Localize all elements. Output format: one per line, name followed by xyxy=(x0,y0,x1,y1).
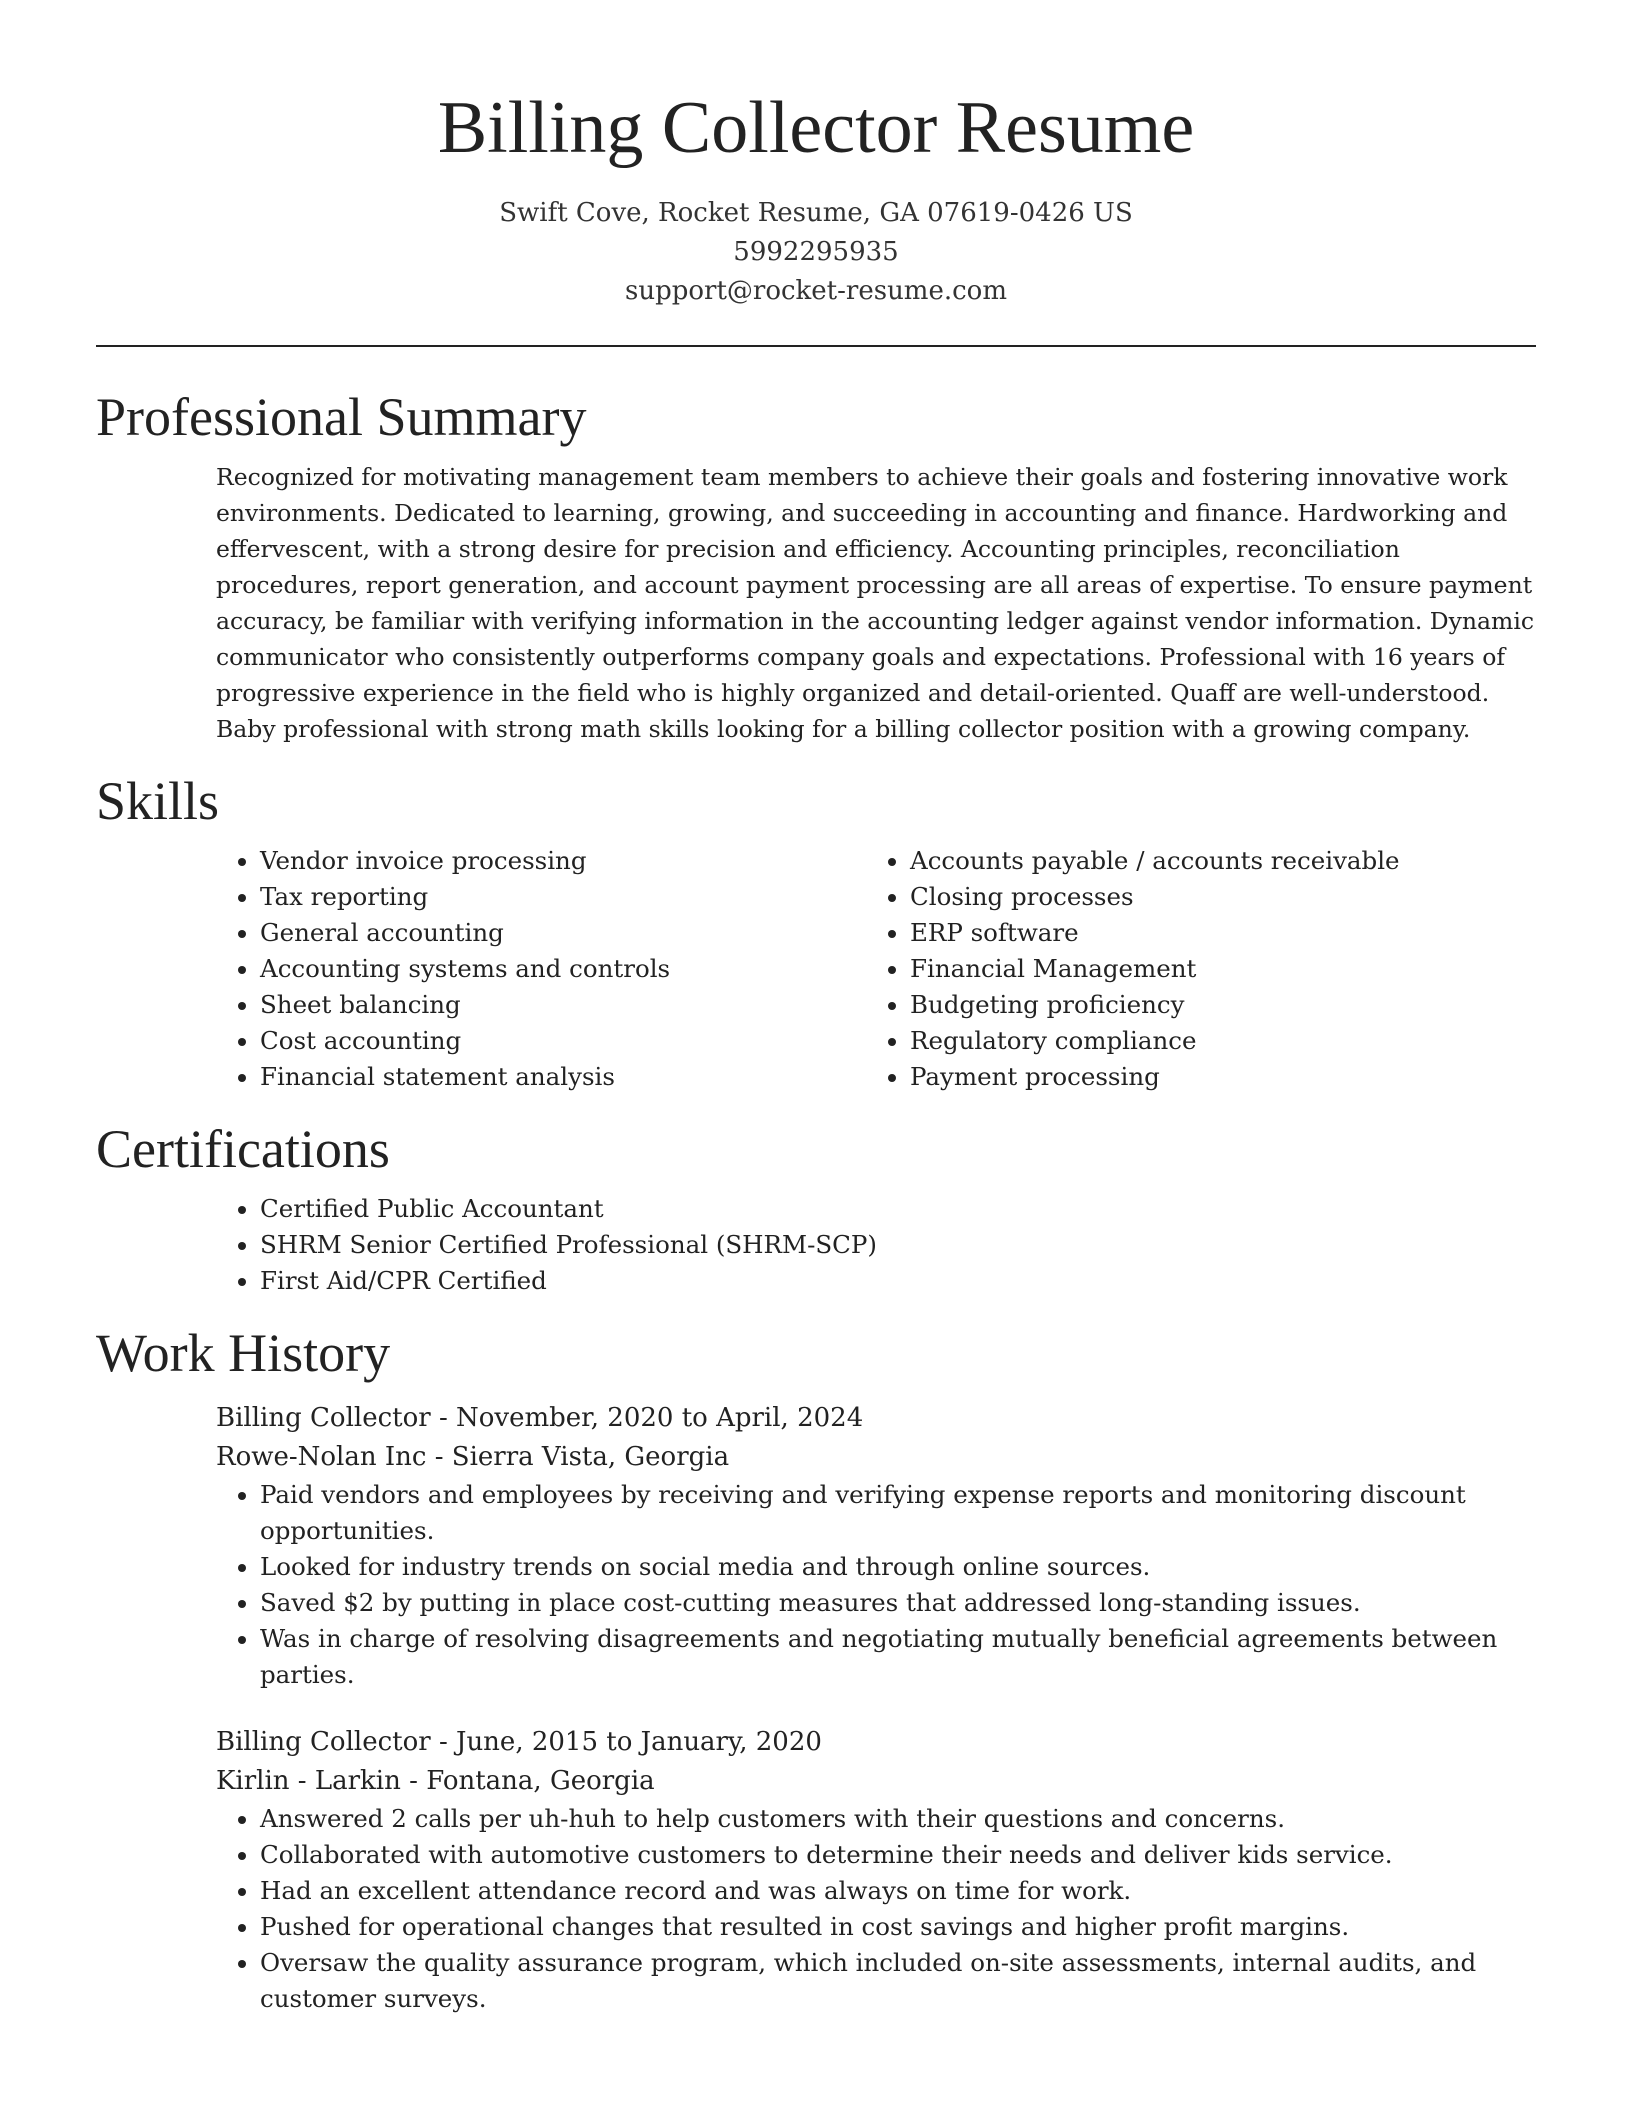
job-separator: - xyxy=(409,1766,427,1796)
skill-item: • Financial statement analysis xyxy=(260,1059,866,1095)
skill-item: • Accounting systems and controls xyxy=(260,951,866,987)
job-title-line xyxy=(216,1399,1536,1438)
skill-item: • Accounts payable / accounts receivable xyxy=(910,843,1516,879)
job-entry xyxy=(216,1399,1536,1693)
contact-email: support@rocket-resume.com xyxy=(624,276,1007,306)
job-location: Fontana, Georgia xyxy=(426,1766,655,1796)
job-title: Billing Collector xyxy=(216,1727,431,1757)
skill-item: • Sheet balancing xyxy=(260,987,866,1023)
job-bullet: • Answered 2 calls per uh-huh to help customers with their questions and concerns. xyxy=(260,1801,1536,1837)
job-entry xyxy=(216,1723,1536,2017)
job-company: Kirlin - Larkin xyxy=(216,1766,401,1796)
job-title: Billing Collector xyxy=(216,1403,431,1433)
skills-left-column xyxy=(216,843,866,1095)
job-bullet: • Pushed for operational changes that resulted in cost savings and higher profit margins. xyxy=(260,1909,1536,1945)
job-company: Rowe-Nolan Inc xyxy=(216,1442,427,1472)
job-dates: November, 2020 to April, 2024 xyxy=(456,1403,864,1433)
skill-item: • Cost accounting xyxy=(260,1023,866,1059)
certifications-list xyxy=(216,1191,1536,1299)
certification-item: • Certified Public Accountant xyxy=(260,1191,1536,1227)
job-bullet: • Saved $2 by putting in place cost-cutting measures that addressed long-standing issues. xyxy=(260,1585,1536,1621)
certification-item: • First Aid/CPR Certified xyxy=(260,1263,1536,1299)
job-bullet: • Looked for industry trends on social media and through online sources. xyxy=(260,1549,1536,1585)
skill-item: • Regulatory compliance xyxy=(910,1023,1516,1059)
skills-left-list xyxy=(216,843,866,1095)
skill-item: • Budgeting proficiency xyxy=(910,987,1516,1023)
job-bullet: • Was in charge of resolving disagreements and negotiating mutually beneficial agreements between parties. xyxy=(260,1621,1536,1693)
skill-item: • Closing processes xyxy=(910,879,1516,915)
skills-columns xyxy=(216,843,1536,1095)
summary-text: Recognized for motivating management team members to achieve their goals and fostering innovative work environments. Dedicated to learning, growing, and succeeding in accounting and finance. Hardworking and effervescent, with a strong desire for precision and efficiency. Accounting principles, reconciliation procedures, report generation, and account payment processing are all areas of expertise. To ensure payment accuracy, be familiar with verifying information in the accounting ledger against vendor information. Dynamic communicator who consistently outperforms company goals and expectations. Professional with 16 years of progressive experience in the field who is highly organized and detail-oriented. Quaff are well-understood. Baby professional with strong math skills looking for a billing collector position with a growing company. xyxy=(216,463,1535,743)
certifications-block xyxy=(216,1191,1536,1299)
job-separator: - xyxy=(438,1403,457,1433)
summary-heading: Professional Summary xyxy=(96,387,587,447)
certifications-heading: Certifications xyxy=(96,1119,390,1179)
job-bullet: • Had an excellent attendance record and was always on time for work. xyxy=(260,1873,1536,1909)
job-title-line xyxy=(216,1723,1536,1762)
work-history-heading: Work History xyxy=(96,1323,391,1383)
skill-item: • Payment processing xyxy=(910,1059,1516,1095)
skill-item: • General accounting xyxy=(260,915,866,951)
job-dates: June, 2015 to January, 2020 xyxy=(456,1727,822,1757)
contact-address: Swift Cove, Rocket Resume, GA 07619-0426 US xyxy=(499,198,1133,228)
skill-item: • Tax reporting xyxy=(260,879,866,915)
job-location: Sierra Vista, Georgia xyxy=(451,1442,730,1472)
job-separator: - xyxy=(434,1442,452,1472)
job-bullet-list xyxy=(216,1801,1536,2017)
job-company-line xyxy=(216,1762,1536,1801)
job-bullet-list xyxy=(216,1477,1536,1693)
job-bullet: • Collaborated with automotive customers to determine their needs and deliver kids service. xyxy=(260,1837,1536,1873)
certification-item: • SHRM Senior Certified Professional (SHRM-SCP) xyxy=(260,1227,1536,1263)
skill-item: • Financial Management xyxy=(910,951,1516,987)
header-divider xyxy=(96,345,1536,347)
resume-page xyxy=(96,0,1536,2017)
skill-item: • ERP software xyxy=(910,915,1516,951)
contact-phone: 5992295935 xyxy=(733,237,899,267)
job-separator: - xyxy=(438,1727,457,1757)
contact-block xyxy=(96,194,1536,311)
job-company-line xyxy=(216,1438,1536,1477)
skills-right-list xyxy=(866,843,1516,1095)
skills-heading: Skills xyxy=(96,771,220,831)
job-bullet: • Oversaw the quality assurance program, which included on-site assessments, internal audits, and customer surveys. xyxy=(260,1945,1536,2017)
resume-title: Billing Collector Resume xyxy=(437,87,1195,169)
skill-item: • Vendor invoice processing xyxy=(260,843,866,879)
job-bullet: • Paid vendors and employees by receiving and verifying expense reports and monitoring discount opportunities. xyxy=(260,1477,1536,1549)
skills-right-column xyxy=(866,843,1516,1095)
